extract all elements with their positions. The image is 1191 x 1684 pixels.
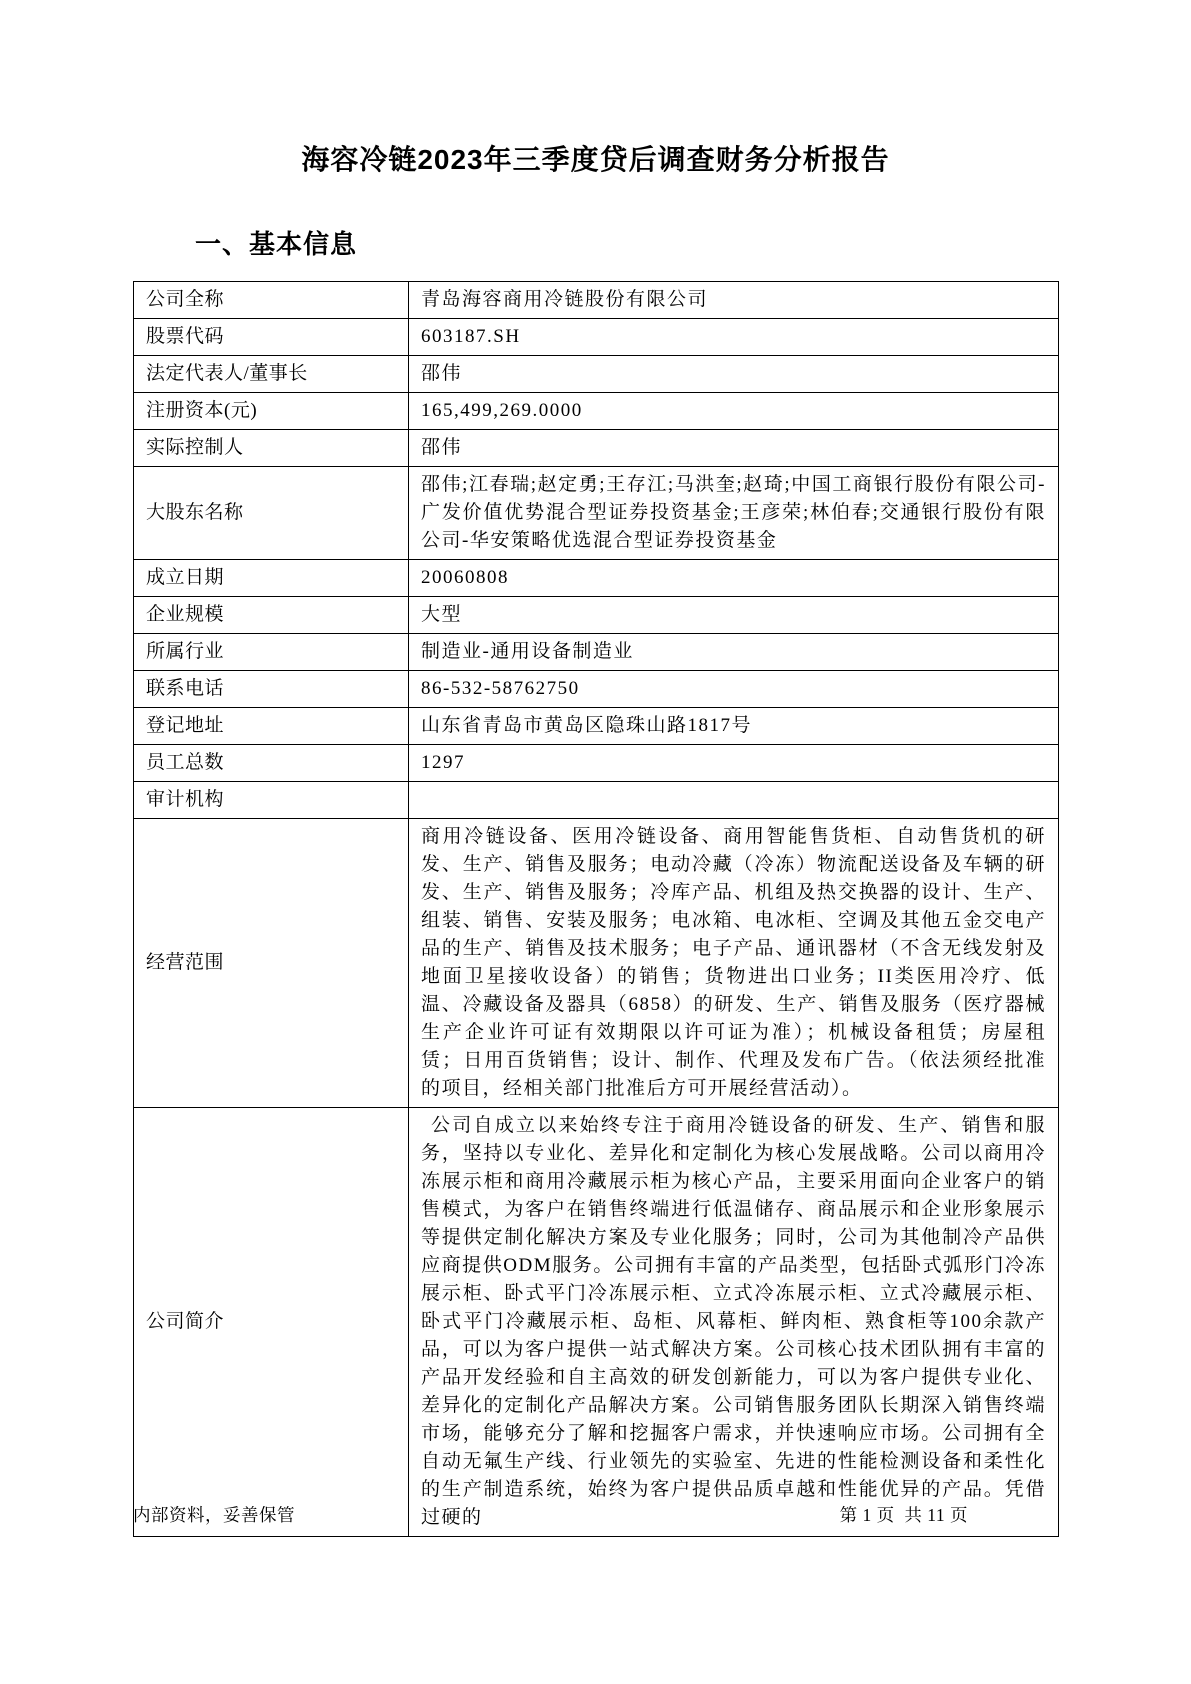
table-row-registered-capital: [134, 393, 1059, 430]
table-row-phone: [134, 671, 1059, 708]
field-value: 1297: [409, 745, 1059, 782]
field-value: 邵伟;江春瑞;赵定勇;王存江;马洪奎;赵琦;中国工商银行股份有限公司-广发价值优势混合型证券投资基金;王彦荣;林伯春;交通银行股份有限公司-华安策略优选混合型证券投资基金: [409, 467, 1059, 560]
field-value: 20060808: [409, 560, 1059, 597]
field-label: 公司全称: [134, 282, 409, 319]
field-value: 86-532-58762750: [409, 671, 1059, 708]
field-label: 实际控制人: [134, 430, 409, 467]
table-row-actual-controller: [134, 430, 1059, 467]
report-title: 海容冷链2023年三季度贷后调查财务分析报告: [301, 144, 890, 175]
page-footer: [0, 1502, 1191, 1527]
table-row-audit-agency: [134, 782, 1059, 819]
table-row-major-shareholders: [134, 467, 1059, 560]
field-label: 审计机构: [134, 782, 409, 819]
table-row-registered-address: [134, 708, 1059, 745]
field-value: 青岛海容商用冷链股份有限公司: [409, 282, 1059, 319]
table-row-company-profile: [134, 1108, 1059, 1537]
field-value: 商用冷链设备、医用冷链设备、商用智能售货柜、自动售货机的研发、生产、销售及服务；电动冷藏（冷冻）物流配送设备及车辆的研发、生产、销售及服务；冷库产品、机组及热交换器的设计、生产、组装、销售、安装及服务；电冰箱、电冰柜、空调及其他五金交电产品的生产、销售及技术服务；电子产品、通讯器材（不含无线发射及地面卫星接收设备）的销售；货物进出口业务；II类医用冷疗、低温、冷藏设备及器具（6858）的研发、生产、销售及服务（医疗器械生产企业许可证有效期限以许可证为准）；机械设备租赁；房屋租赁；日用百货销售；设计、制作、代理及发布广告。（依法须经批准的项目，经相关部门批准后方可开展经营活动）。: [409, 819, 1059, 1108]
table-row-stock-code: [134, 319, 1059, 356]
field-value: 邵伟: [409, 356, 1059, 393]
field-label: 员工总数: [134, 745, 409, 782]
field-label: 公司简介: [134, 1108, 409, 1537]
field-label: 法定代表人/董事长: [134, 356, 409, 393]
field-label: 企业规模: [134, 597, 409, 634]
basic-info-table: [133, 281, 1059, 1537]
field-value: 邵伟: [409, 430, 1059, 467]
table-row-industry: [134, 634, 1059, 671]
field-value: 大型: [409, 597, 1059, 634]
field-label: 联系电话: [134, 671, 409, 708]
field-label: 股票代码: [134, 319, 409, 356]
field-label: 登记地址: [134, 708, 409, 745]
field-label: 大股东名称: [134, 467, 409, 560]
field-value: 公司自成立以来始终专注于商用冷链设备的研发、生产、销售和服务，坚持以专业化、差异化和定制化为核心发展战略。公司以商用冷冻展示柜和商用冷藏展示柜为核心产品，主要采用面向企业客户的销售模式，为客户在销售终端进行低温储存、商品展示和企业形象展示等提供定制化解决方案及专业化服务；同时，公司为其他制冷产品供应商提供ODM服务。公司拥有丰富的产品类型，包括卧式弧形门冷冻展示柜、卧式平门冷冻展示柜、立式冷冻展示柜、立式冷藏展示柜、卧式平门冷藏展示柜、岛柜、风幕柜、鲜肉柜、熟食柜等100余款产品，可以为客户提供一站式解决方案。公司核心技术团队拥有丰富的产品开发经验和自主高效的研发创新能力，可以为客户提供专业化、差异化的定制化产品解决方案。公司销售服务团队长期深入销售终端市场，能够充分了解和挖掘客户需求，并快速响应市场。公司拥有全自动无氟生产线、行业领先的实验室、先进的性能检测设备和柔性化的生产制造系统，始终为客户提供品质卓越和性能优异的产品。凭借过硬的: [409, 1108, 1059, 1537]
field-value: [409, 782, 1059, 819]
footer-confidential-note: 内部资料，妥善保管: [133, 1505, 295, 1525]
field-value: 山东省青岛市黄岛区隐珠山路1817号: [409, 708, 1059, 745]
table-row-company-scale: [134, 597, 1059, 634]
table-row-company-name: [134, 282, 1059, 319]
field-value: 制造业-通用设备制造业: [409, 634, 1059, 671]
field-label: 成立日期: [134, 560, 409, 597]
field-label: 所属行业: [134, 634, 409, 671]
table-row-legal-representative: [134, 356, 1059, 393]
table-row-founding-date: [134, 560, 1059, 597]
table-row-employee-count: [134, 745, 1059, 782]
field-value: 165,499,269.0000: [409, 393, 1059, 430]
field-label: 注册资本(元): [134, 393, 409, 430]
section-heading-basic-info: 一、基本信息: [195, 229, 358, 259]
field-label: 经营范围: [134, 819, 409, 1108]
table-row-business-scope: [134, 819, 1059, 1108]
field-value: 603187.SH: [409, 319, 1059, 356]
footer-page-number: 第 1 页 共 11 页: [839, 1505, 968, 1525]
